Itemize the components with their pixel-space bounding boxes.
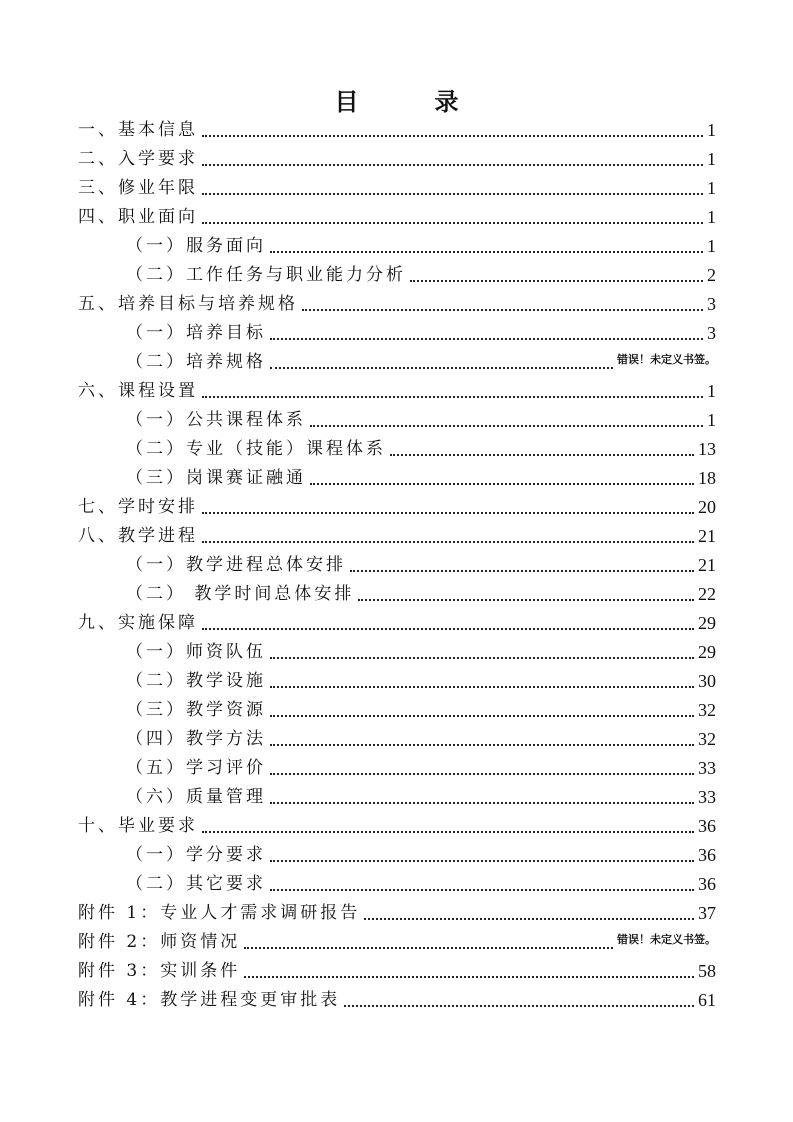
toc-entry-title: （二）教学设施 xyxy=(126,671,266,691)
toc-entry-title: （一）教学进程总体安排 xyxy=(126,555,346,575)
toc-entry-page: 36 xyxy=(698,845,716,865)
toc-entry-title: 附件 1：专业人才需求调研报告 xyxy=(78,903,361,923)
toc-entry-title: 十、毕业要求 xyxy=(78,816,198,836)
dot-leader xyxy=(244,947,613,949)
toc-entry-title: 六、课程设置 xyxy=(78,381,198,401)
toc-entry[interactable] xyxy=(78,346,716,375)
toc-entry-title: （二） 教学时间总体安排 xyxy=(126,584,355,604)
dot-leader xyxy=(270,802,694,804)
toc-entry-page: 1 xyxy=(707,236,716,256)
toc-entry-page: 33 xyxy=(698,758,716,778)
dot-leader xyxy=(202,541,694,543)
toc-entry-page: 1 xyxy=(707,381,716,401)
toc-entry[interactable] xyxy=(78,549,716,578)
toc-entry-page: 13 xyxy=(698,439,716,459)
toc-entry[interactable] xyxy=(78,433,716,462)
toc-entry-title: 附件 3：实训条件 xyxy=(78,961,241,981)
toc-entry[interactable] xyxy=(78,607,716,636)
dot-leader xyxy=(364,918,694,920)
toc-entry-page: 3 xyxy=(707,294,716,314)
toc-entry[interactable] xyxy=(78,665,716,694)
dot-leader xyxy=(270,367,613,369)
dot-leader xyxy=(270,744,694,746)
toc-entry-title: 九、实施保障 xyxy=(78,613,198,633)
dot-leader xyxy=(202,164,703,166)
dot-leader xyxy=(390,454,694,456)
toc-entry[interactable] xyxy=(78,259,716,288)
toc-entry-page: 37 xyxy=(698,903,716,923)
toc-entry-page: 36 xyxy=(698,816,716,836)
dot-leader xyxy=(270,773,694,775)
dot-leader xyxy=(310,425,703,427)
toc-entry[interactable] xyxy=(78,520,716,549)
toc-entry-page: 2 xyxy=(707,265,716,285)
dot-leader xyxy=(350,570,694,572)
dot-leader xyxy=(202,831,694,833)
toc-entry-title: （二）工作任务与职业能力分析 xyxy=(126,265,406,285)
dot-leader xyxy=(202,135,703,137)
toc-entry[interactable] xyxy=(78,752,716,781)
toc-entry-page: 1 xyxy=(707,149,716,169)
toc-entry-page: 29 xyxy=(698,613,716,633)
toc-entry[interactable] xyxy=(78,491,716,520)
toc-entry-page: 1 xyxy=(707,207,716,227)
toc-entry-title: （一）服务面向 xyxy=(126,236,266,256)
toc-entry[interactable] xyxy=(78,230,716,259)
toc-entry-title: 四、职业面向 xyxy=(78,207,198,227)
toc-entry-error-page: 错误！未定义书签。 xyxy=(617,353,716,366)
toc-entry-title: （三）教学资源 xyxy=(126,700,266,720)
dot-leader xyxy=(410,280,703,282)
toc-entry-page: 21 xyxy=(698,555,716,575)
toc-entry-title: 五、培养目标与培养规格 xyxy=(78,294,298,314)
toc-entry-title: （三）岗课赛证融通 xyxy=(126,468,306,488)
toc-list xyxy=(78,114,716,1013)
toc-entry-title: （一）培养目标 xyxy=(126,323,266,343)
toc-entry-title: 三、修业年限 xyxy=(78,178,198,198)
toc-entry-page: 36 xyxy=(698,874,716,894)
toc-entry-page: 22 xyxy=(698,584,716,604)
toc-entry[interactable] xyxy=(78,172,716,201)
toc-entry-title: （二）专业（技能）课程体系 xyxy=(126,439,386,459)
toc-entry-page: 30 xyxy=(698,671,716,691)
toc-entry-title: 一、基本信息 xyxy=(78,120,198,140)
dot-leader xyxy=(202,222,703,224)
toc-entry-page: 21 xyxy=(698,526,716,546)
toc-entry-page: 18 xyxy=(698,468,716,488)
toc-entry-page: 58 xyxy=(698,961,716,981)
toc-entry[interactable] xyxy=(78,636,716,665)
toc-entry[interactable] xyxy=(78,288,716,317)
dot-leader xyxy=(310,483,694,485)
toc-entry-page: 32 xyxy=(698,729,716,749)
toc-entry[interactable] xyxy=(78,955,716,984)
toc-entry-title: 七、学时安排 xyxy=(78,497,198,517)
dot-leader xyxy=(302,309,703,311)
toc-entry[interactable] xyxy=(78,781,716,810)
toc-entry-page: 3 xyxy=(707,323,716,343)
toc-entry-title: （六）质量管理 xyxy=(126,787,266,807)
toc-entry[interactable] xyxy=(78,897,716,926)
toc-entry[interactable] xyxy=(78,694,716,723)
toc-entry[interactable] xyxy=(78,143,716,172)
toc-entry-page: 32 xyxy=(698,700,716,720)
toc-entry-title: （二）培养规格 xyxy=(126,352,266,372)
toc-entry-error-page: 错误！未定义书签。 xyxy=(617,933,716,946)
dot-leader xyxy=(202,628,694,630)
toc-entry[interactable] xyxy=(78,375,716,404)
toc-entry-page: 1 xyxy=(707,410,716,430)
toc-entry-page: 33 xyxy=(698,787,716,807)
dot-leader xyxy=(244,976,694,978)
toc-entry[interactable] xyxy=(78,926,716,955)
dot-leader xyxy=(202,396,703,398)
toc-entry-title: 附件 4：教学进程变更审批表 xyxy=(78,990,341,1010)
dot-leader xyxy=(270,657,694,659)
toc-entry[interactable] xyxy=(78,839,716,868)
toc-entry[interactable] xyxy=(78,578,716,607)
toc-entry-page: 61 xyxy=(698,990,716,1010)
dot-leader xyxy=(202,193,703,195)
toc-entry-page: 1 xyxy=(707,120,716,140)
toc-entry[interactable] xyxy=(78,404,716,433)
toc-entry-title: （一）公共课程体系 xyxy=(126,410,306,430)
toc-entry-title: （四）教学方法 xyxy=(126,729,266,749)
toc-entry[interactable] xyxy=(78,201,716,230)
toc-entry[interactable] xyxy=(78,723,716,752)
toc-entry[interactable] xyxy=(78,462,716,491)
dot-leader xyxy=(270,251,703,253)
toc-entry-page: 29 xyxy=(698,642,716,662)
toc-entry[interactable] xyxy=(78,114,716,143)
toc-title: 目 录 xyxy=(334,88,485,116)
dot-leader xyxy=(270,715,694,717)
toc-entry-title: 二、入学要求 xyxy=(78,149,198,169)
toc-entry-title: 八、教学进程 xyxy=(78,526,198,546)
toc-entry-page: 1 xyxy=(707,178,716,198)
dot-leader xyxy=(270,889,694,891)
toc-entry-title: （五）学习评价 xyxy=(126,758,266,778)
dot-leader xyxy=(270,338,703,340)
toc-entry-page: 20 xyxy=(698,497,716,517)
toc-entry-title: 附件 2：师资情况 xyxy=(78,932,241,952)
dot-leader xyxy=(344,1005,694,1007)
toc-entry-title: （一）师资队伍 xyxy=(126,642,266,662)
toc-entry-title: （一）学分要求 xyxy=(126,845,266,865)
toc-entry[interactable] xyxy=(78,868,716,897)
dot-leader xyxy=(270,860,694,862)
toc-entry[interactable] xyxy=(78,810,716,839)
dot-leader xyxy=(358,599,694,601)
dot-leader xyxy=(270,686,694,688)
toc-entry-title: （二）其它要求 xyxy=(126,874,266,894)
toc-entry[interactable] xyxy=(78,317,716,346)
toc-entry[interactable] xyxy=(78,984,716,1013)
dot-leader xyxy=(202,512,694,514)
